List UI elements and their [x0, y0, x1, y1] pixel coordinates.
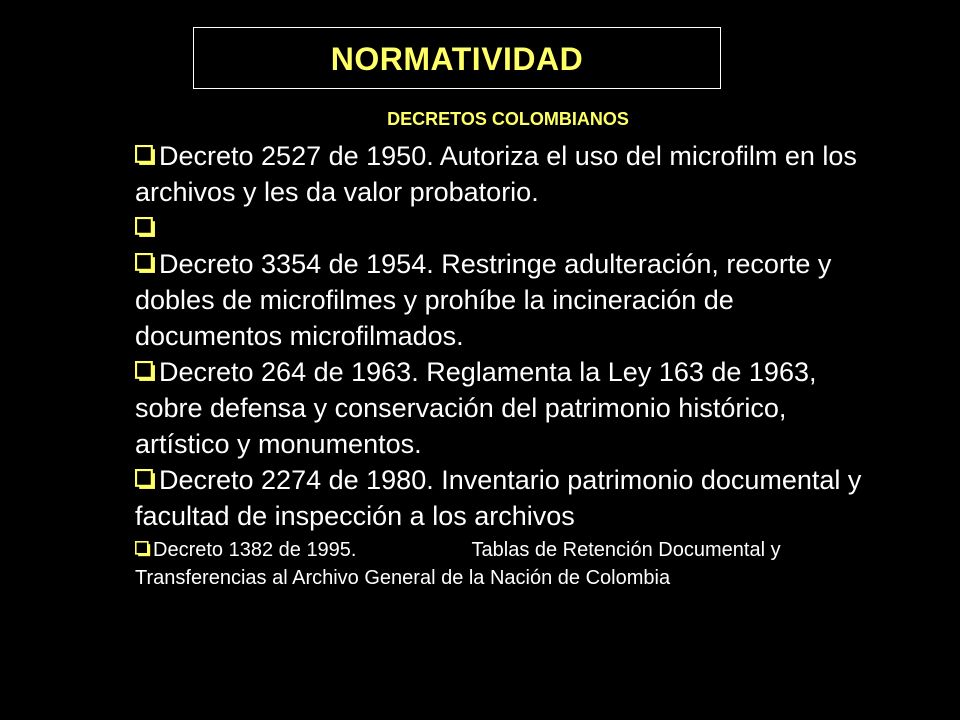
list-item-text: Decreto 2527 de 1950. Autoriza el uso del microfilm en los archivos y les da valor probatorio.	[135, 141, 857, 207]
hollow-square-bullet-icon	[135, 361, 156, 382]
list-item	[135, 462, 870, 534]
list-item	[135, 210, 870, 246]
hollow-square-bullet-icon	[135, 541, 151, 557]
hollow-square-bullet-icon	[135, 145, 156, 166]
list-item-text: Decreto 3354 de 1954. Restringe adulteración, recorte y dobles de microfilmes y prohíbe la incineración de documentos microfilmados.	[135, 249, 832, 351]
title-box	[193, 27, 721, 89]
slide-subtitle: DECRETOS COLOMBIANOS	[387, 109, 629, 129]
list-item-text: Decreto 2274 de 1980. Inventario patrimonio documental y facultad de inspección a los archivos	[135, 465, 862, 531]
list-item	[135, 138, 870, 210]
hollow-square-bullet-icon	[135, 253, 156, 274]
hollow-square-bullet-icon	[135, 469, 156, 490]
list-item	[135, 536, 870, 592]
hollow-square-bullet-icon	[135, 217, 156, 238]
list-item	[135, 354, 870, 462]
slide-title: NORMATIVIDAD	[330, 40, 584, 77]
decree-list	[135, 138, 870, 592]
list-item-text: Decreto 264 de 1963. Reglamenta la Ley 163 de 1963, sobre defensa y conservación del patrimonio histórico, artístico y monumentos.	[135, 357, 817, 459]
list-item-text: Tablas de Retención Documental y Transferencias al Archivo General de la Nación de Colombia	[135, 539, 781, 589]
list-item-text: Decreto 1382 de 1995.	[153, 539, 357, 561]
list-item	[135, 246, 870, 354]
